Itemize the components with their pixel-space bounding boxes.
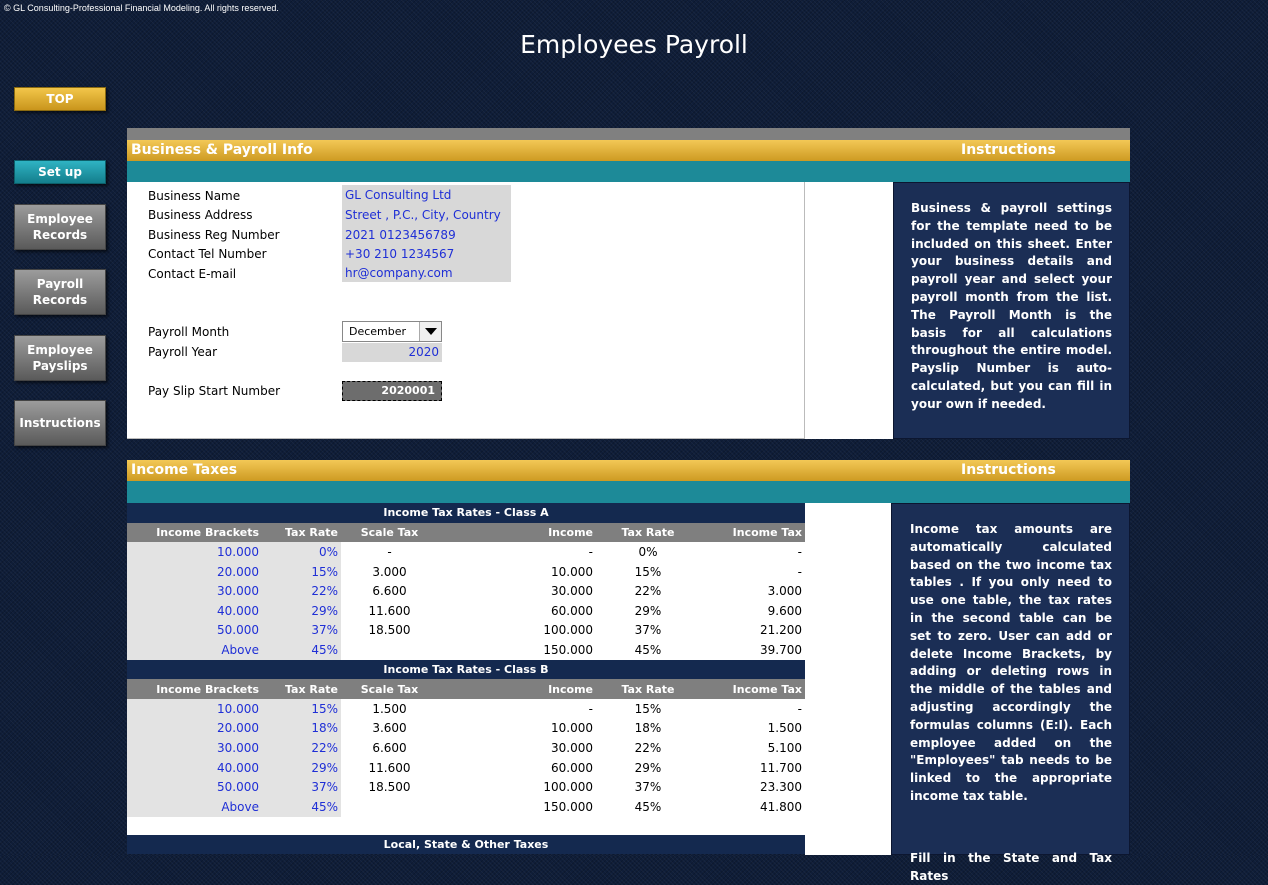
- tax-rate-cell[interactable]: 29%: [262, 601, 341, 621]
- income-tax-cell: 23.300: [700, 777, 805, 797]
- income-taxes-subheader-bar: [127, 481, 1130, 503]
- income-cell: 60.000: [438, 601, 596, 621]
- bracket-cell[interactable]: 30.000: [127, 581, 262, 601]
- bracket-cell[interactable]: 40.000: [127, 601, 262, 621]
- income-cell: 100.000: [438, 621, 596, 641]
- payroll-month-dropdown[interactable]: [342, 321, 442, 342]
- rate-cell: 45%: [596, 640, 700, 660]
- scale-tax-cell: 3.600: [341, 719, 438, 739]
- income-cell: 10.000: [438, 719, 596, 739]
- table-row: [127, 719, 805, 739]
- tax-rate-cell[interactable]: 15%: [262, 699, 341, 719]
- tax-rate-cell[interactable]: 45%: [262, 797, 341, 817]
- payroll-records-button[interactable]: Payroll Records: [14, 269, 106, 315]
- income-tax-cell: -: [700, 699, 805, 719]
- business-name-label: Business Name: [148, 189, 241, 203]
- table-row: [127, 542, 805, 562]
- income-taxes-instructions-title: Instructions: [961, 462, 1056, 478]
- scale-tax-cell: 3.000: [341, 562, 438, 582]
- header-income-tax: Income Tax: [700, 523, 805, 543]
- header-scale-tax: Scale Tax: [341, 523, 438, 543]
- income-taxes-instructions-panel: [891, 503, 1130, 883]
- business-header-bar: [127, 140, 1130, 161]
- income-cell: 30.000: [438, 581, 596, 601]
- section-separator: [127, 128, 1130, 140]
- header-scale-tax: Scale Tax: [341, 679, 438, 699]
- scale-tax-cell: 18.500: [341, 777, 438, 797]
- income-cell: 150.000: [438, 797, 596, 817]
- header-income-tax: Income Tax: [700, 679, 805, 699]
- bracket-cell[interactable]: 40.000: [127, 758, 262, 778]
- header-income-brackets: Income Brackets: [127, 523, 262, 543]
- scale-tax-cell: [341, 797, 438, 817]
- income-tax-cell: 9.600: [700, 601, 805, 621]
- rate-cell: 18%: [596, 719, 700, 739]
- scale-tax-cell: 11.600: [341, 758, 438, 778]
- tax-rate-cell[interactable]: 15%: [262, 562, 341, 582]
- employee-records-button[interactable]: Employee Records: [14, 204, 106, 250]
- tax-rate-cell[interactable]: 18%: [262, 719, 341, 739]
- income-tax-cell: 41.800: [700, 797, 805, 817]
- income-tax-cell: 3.000: [700, 581, 805, 601]
- tax-rate-cell[interactable]: 37%: [262, 777, 341, 797]
- rate-cell: 29%: [596, 758, 700, 778]
- class-a-title: Income Tax Rates - Class A: [127, 503, 805, 523]
- instructions-button[interactable]: Instructions: [14, 400, 106, 446]
- business-reg-number-label: Business Reg Number: [148, 228, 280, 242]
- rate-cell: 15%: [596, 562, 700, 582]
- header-income-brackets: Income Brackets: [127, 679, 262, 699]
- table-row: [127, 777, 805, 797]
- bracket-cell[interactable]: 50.000: [127, 621, 262, 641]
- bracket-cell[interactable]: 20.000: [127, 562, 262, 582]
- contact-email-field[interactable]: hr@company.com: [342, 263, 511, 282]
- income-tax-cell: 11.700: [700, 758, 805, 778]
- rate-cell: 45%: [596, 797, 700, 817]
- top-button[interactable]: TOP: [14, 87, 106, 111]
- payroll-month-value: December: [349, 325, 407, 338]
- income-taxes-instructions-text: Income tax amounts are automatically calculated based on the two income tax tables . If you only need to use one table, the tax rates in the second table can be set to zero. User can add or delete Income Brackets, by adding or deleting rows in the middle of the tables and adjusting accordingly the formulas columns (E:I). Each employee added on the "Employees" tab needs to be linked to the appropriate income tax table.: [910, 522, 1112, 803]
- income-tax-table-class-a: [127, 503, 805, 854]
- income-tax-cell: 21.200: [700, 621, 805, 641]
- table-row: [127, 758, 805, 778]
- tax-rate-cell[interactable]: 0%: [262, 542, 341, 562]
- payroll-year-field[interactable]: 2020: [342, 343, 442, 362]
- business-address-field[interactable]: Street , P.C., City, Country: [342, 205, 511, 225]
- table-row: [127, 621, 805, 641]
- income-cell: 60.000: [438, 758, 596, 778]
- income-cell: -: [438, 542, 596, 562]
- business-subheader-bar: [127, 161, 1130, 182]
- contact-tel-label: Contact Tel Number: [148, 247, 267, 261]
- rate-cell: 0%: [596, 542, 700, 562]
- table-row: [127, 738, 805, 758]
- income-cell: -: [438, 699, 596, 719]
- income-taxes-instructions-text-2: Fill in the State and Tax Rates: [910, 850, 1112, 883]
- panel-gap: [805, 182, 893, 439]
- setup-button[interactable]: Set up: [14, 160, 106, 184]
- panel-gap: [805, 503, 893, 855]
- scale-tax-cell: 18.500: [341, 621, 438, 641]
- income-taxes-header-bar: [127, 460, 1130, 481]
- income-tax-cell: -: [700, 562, 805, 582]
- payroll-month-label: Payroll Month: [148, 325, 230, 339]
- rate-cell: 15%: [596, 699, 700, 719]
- business-instructions-panel: [893, 182, 1130, 439]
- header-income: Income: [438, 679, 596, 699]
- scale-tax-cell: 6.600: [341, 581, 438, 601]
- contact-tel-field[interactable]: +30 210 1234567: [342, 244, 511, 264]
- table-row: [127, 562, 805, 582]
- table-row: [127, 581, 805, 601]
- business-section-title: Business & Payroll Info: [131, 142, 313, 158]
- business-reg-number-field[interactable]: 2021 0123456789: [342, 225, 511, 245]
- table-spacer: [127, 817, 805, 835]
- page-title: Employees Payroll: [520, 30, 748, 59]
- scale-tax-cell: 11.600: [341, 601, 438, 621]
- income-tax-cell: 1.500: [700, 719, 805, 739]
- table-row: [127, 699, 805, 719]
- table-row: [127, 640, 805, 660]
- bracket-cell[interactable]: 50.000: [127, 777, 262, 797]
- bracket-cell[interactable]: 30.000: [127, 738, 262, 758]
- income-taxes-section-title: Income Taxes: [131, 462, 238, 478]
- income-cell: 10.000: [438, 562, 596, 582]
- header-income: Income: [438, 523, 596, 543]
- rate-cell: 22%: [596, 581, 700, 601]
- scale-tax-cell: 1.500: [341, 699, 438, 719]
- payslip-start-field[interactable]: 2020001: [342, 381, 442, 401]
- header-tax-rate: Tax Rate: [262, 523, 341, 543]
- payroll-year-label: Payroll Year: [148, 345, 218, 359]
- class-b-title: Income Tax Rates - Class B: [127, 660, 805, 680]
- contact-email-label: Contact E-mail: [148, 267, 237, 281]
- header-tax-rate: Tax Rate: [596, 523, 700, 543]
- tax-rate-cell[interactable]: 22%: [262, 581, 341, 601]
- bracket-cell[interactable]: 20.000: [127, 719, 262, 739]
- bracket-cell[interactable]: Above: [127, 797, 262, 817]
- tax-rate-cell[interactable]: 29%: [262, 758, 341, 778]
- scale-tax-cell: [341, 640, 438, 660]
- scale-tax-cell: 6.600: [341, 738, 438, 758]
- business-instructions-title: Instructions: [961, 142, 1056, 158]
- table-row: [127, 601, 805, 621]
- tax-rate-cell[interactable]: 22%: [262, 738, 341, 758]
- rate-cell: 37%: [596, 777, 700, 797]
- bracket-cell[interactable]: 10.000: [127, 699, 262, 719]
- payslip-start-label: Pay Slip Start Number: [148, 384, 281, 398]
- income-cell: 100.000: [438, 777, 596, 797]
- business-instructions-text: Business & payroll settings for the template need to be included on this sheet. Enter your business details and payroll year and select your payroll month from the list. The Payroll Month is the basis for all calculations throughout the entire model. Payslip Number is auto-calculated, but you can fill in your own if needed.: [911, 201, 1112, 411]
- header-tax-rate: Tax Rate: [596, 679, 700, 699]
- copyright-notice: © GL Consulting-Professional Financial Modeling. All rights reserved.: [4, 3, 279, 13]
- employee-payslips-button[interactable]: Employee Payslips: [14, 335, 106, 381]
- header-tax-rate: Tax Rate: [262, 679, 341, 699]
- income-tax-cell: 39.700: [700, 640, 805, 660]
- business-address-label: Business Address: [148, 208, 253, 222]
- rate-cell: 37%: [596, 621, 700, 641]
- local-taxes-title: Local, State & Other Taxes: [127, 835, 805, 855]
- tax-rate-cell[interactable]: 45%: [262, 640, 341, 660]
- bracket-cell[interactable]: 10.000: [127, 542, 262, 562]
- tax-rate-cell[interactable]: 37%: [262, 621, 341, 641]
- table-row: [127, 797, 805, 817]
- scale-tax-cell: -: [341, 542, 438, 562]
- income-cell: 30.000: [438, 738, 596, 758]
- business-name-field[interactable]: GL Consulting Ltd: [342, 185, 511, 205]
- income-tax-cell: -: [700, 542, 805, 562]
- bracket-cell[interactable]: Above: [127, 640, 262, 660]
- rate-cell: 29%: [596, 601, 700, 621]
- income-tax-cell: 5.100: [700, 738, 805, 758]
- rate-cell: 22%: [596, 738, 700, 758]
- dropdown-arrow-icon[interactable]: [419, 322, 441, 341]
- income-cell: 150.000: [438, 640, 596, 660]
